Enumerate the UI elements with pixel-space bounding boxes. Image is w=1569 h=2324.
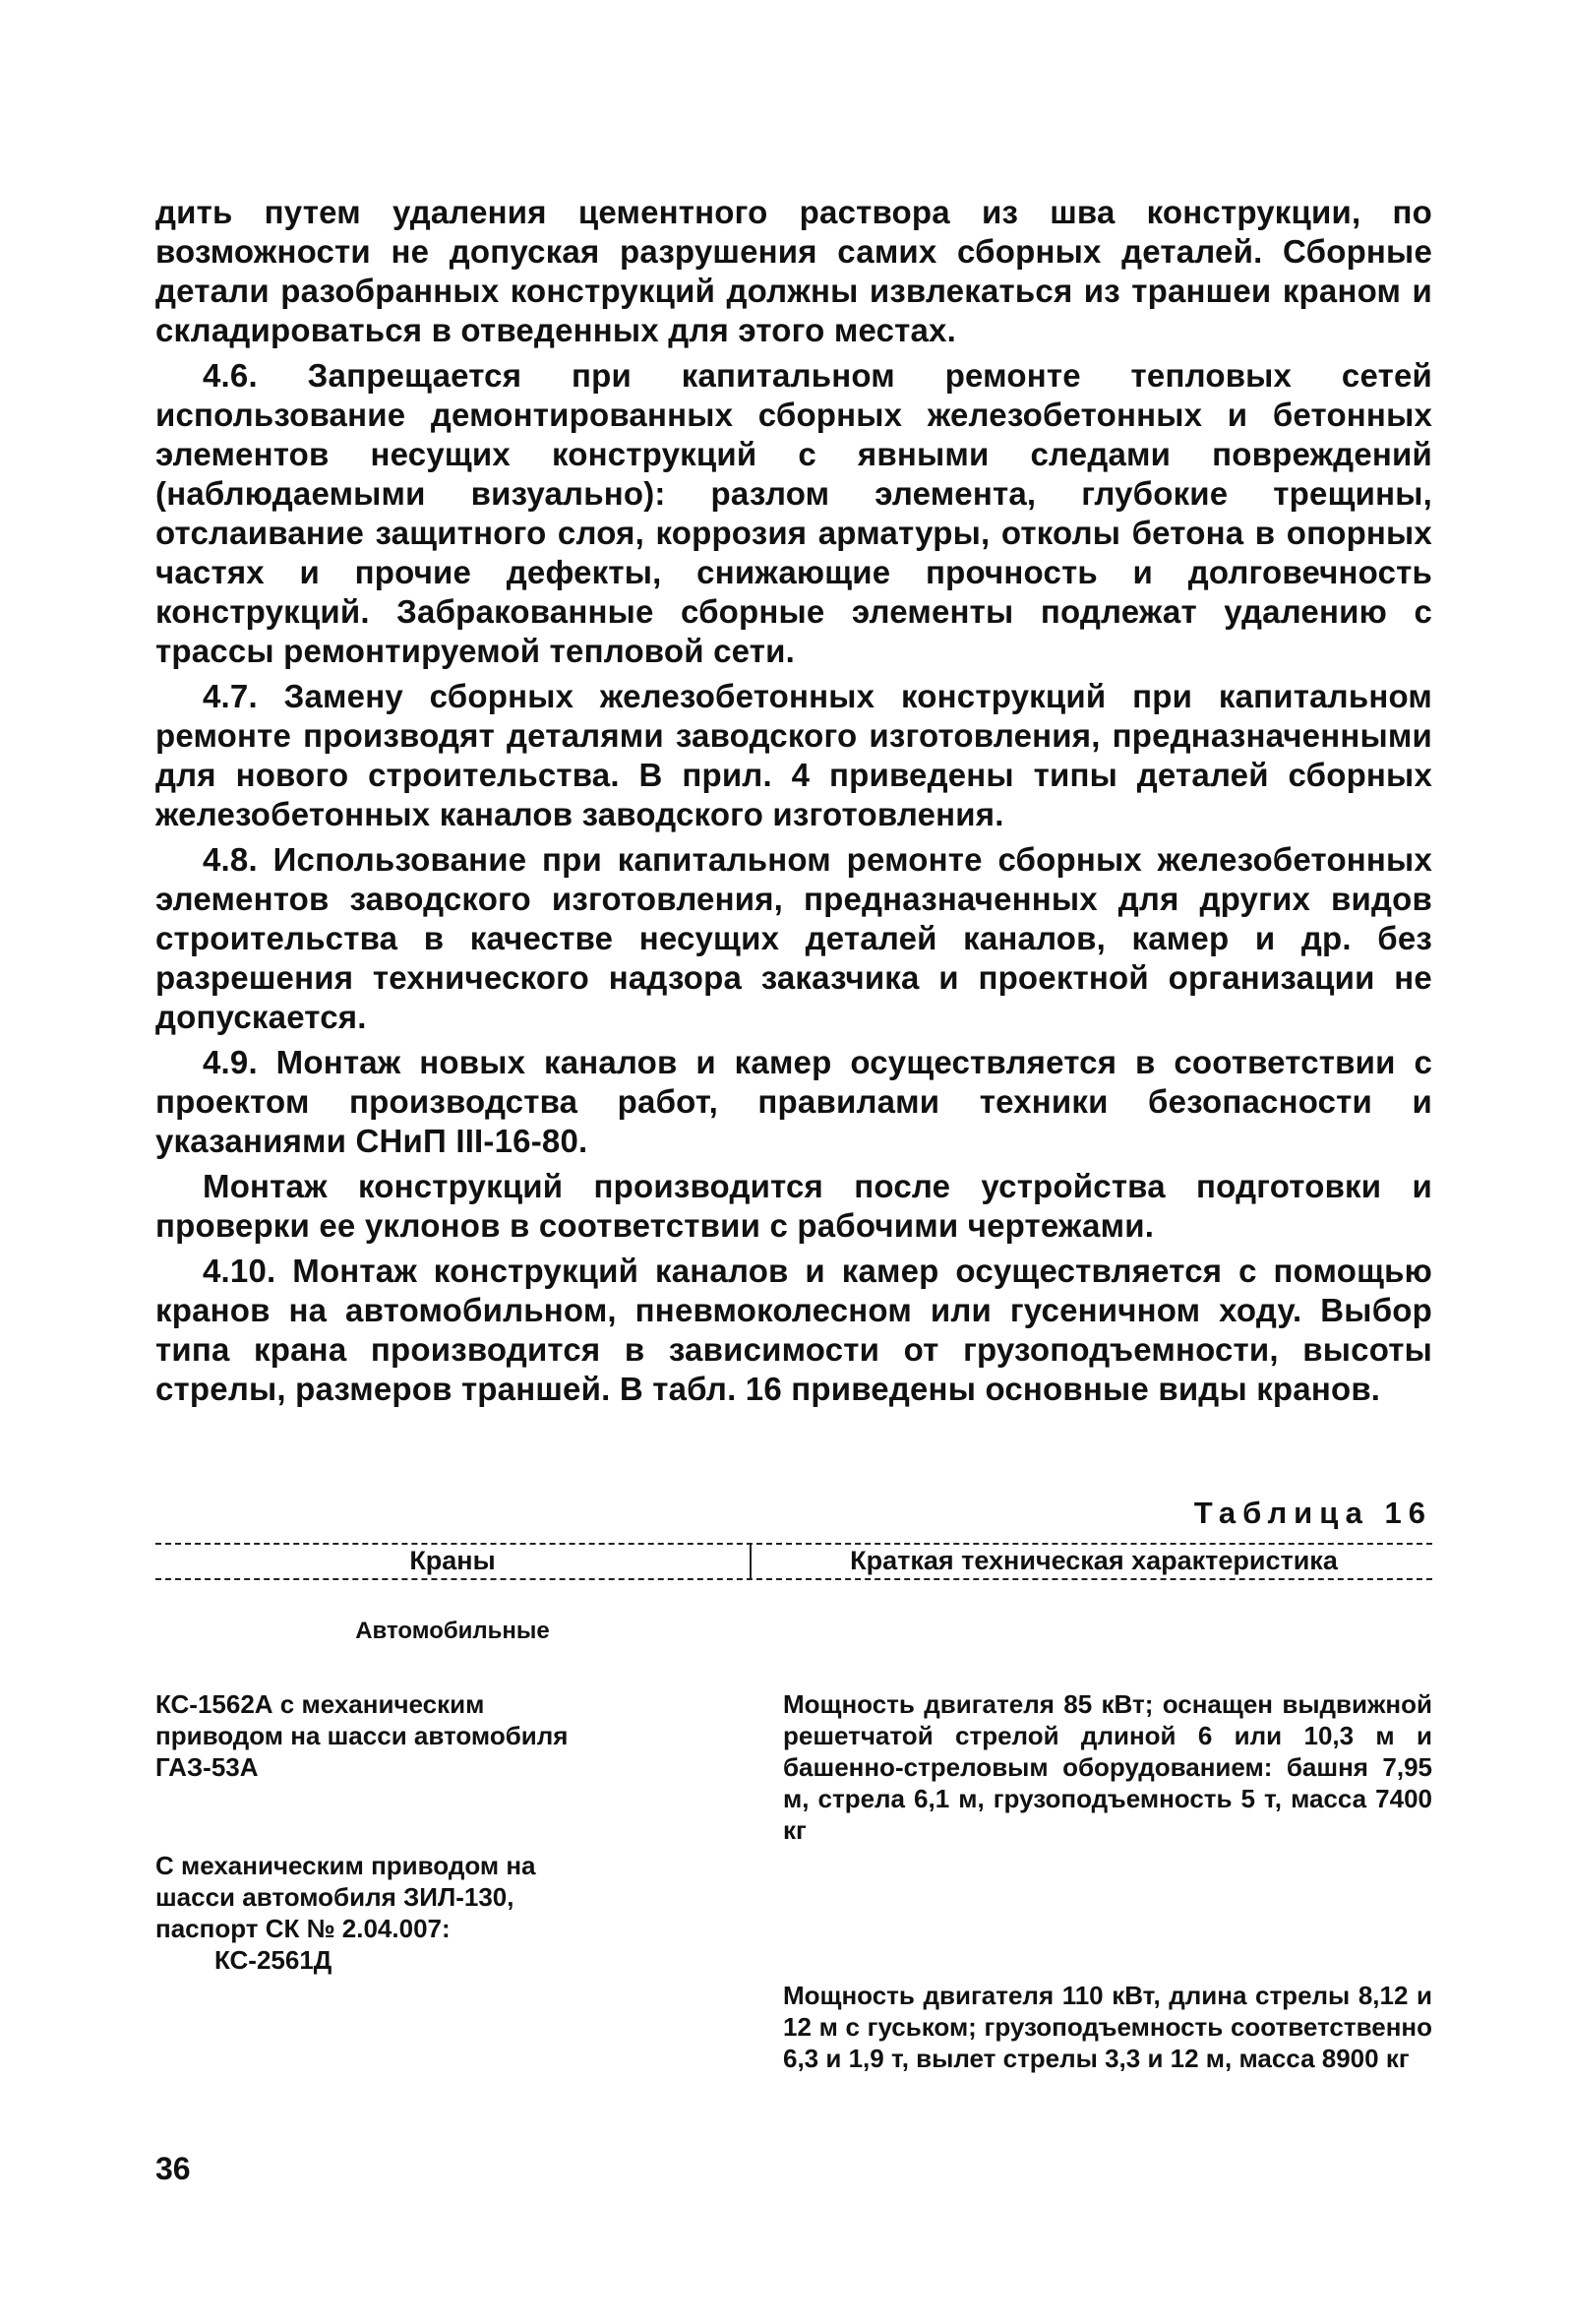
page-number: 36: [155, 2151, 191, 2186]
table-header-cranes: Краны: [409, 1546, 496, 1575]
body-text: [155, 193, 1432, 1415]
table-caption: Таблица 16: [1193, 1496, 1432, 1530]
table-header-characteristics: Краткая техническая характеристика: [850, 1546, 1338, 1575]
table-row2-crane: [155, 1850, 608, 1976]
table-row2-crane-desc: С механическим приводом на шасси автомобиля ЗИЛ-130, паспорт СК № 2.04.007:: [155, 1851, 536, 1943]
table-row2-crane-model: КС-2561Д: [214, 1945, 332, 1975]
table-header-separator: [750, 1543, 752, 1578]
paragraph-4-6: 4.6. Запрещается при капитальном ремонте тепловых сетей использование демонтированных сборных железобетонных и бетонных элементов несущих конструкций с явными следами повреждений (наблюдаемыми визуально): разлом элемента, глубокие трещины, отслаивание защитного слоя, коррозия арматуры, отколы бетона в опорных частях и прочие дефекты, снижающие прочность и долговечность конструкций. Забракованные сборные элементы подлежат удалению с трассы ремонтируемой тепловой сети.: [155, 357, 1432, 669]
table-header: [155, 1543, 1432, 1578]
paragraph-4-7: 4.7. Замену сборных железобетонных конструкций при капитальном ремонте производят деталями заводского изготовления, предназначенными для нового строительства. В прил. 4 приведены типы деталей сборных железобетонных каналов заводского изготовления.: [155, 678, 1432, 832]
table-row2-characteristics: Мощность двигателя 110 кВт, длина стрелы 8,12 и 12 м с гуськом; грузоподъемность соответственно 6,3 и 1,9 т, вылет стрелы 3,3 и 12 м, масса 8900 кг: [783, 1981, 1432, 2073]
paragraph-continuation: дить путем удаления цементного раствора из шва конструкции, по возможности не допуская разрушения самих сборных деталей. Сборные детали разобранных конструкций должны извлекаться из траншеи краном и складироваться в отведенных для этого местах.: [155, 194, 1432, 348]
table-group-title: Автомобильные: [355, 1618, 550, 1644]
paragraph-mounting: Монтаж конструкций производится после устройства подготовки и проверки ее уклонов в соответствии с рабочими чертежами.: [155, 1168, 1432, 1244]
paragraph-4-10: 4.10. Монтаж конструкций каналов и камер осуществляется с помощью кранов на автомобильном, пневмоколесном или гусеничном ходу. Выбор типа крана производится в зависимости от грузоподъемности, высоты стрелы, размеров траншей. В табл. 16 приведены основные виды кранов.: [155, 1253, 1432, 1407]
paragraph-4-9: 4.9. Монтаж новых каналов и камер осуществляется в соответствии с проектом производства работ, правилами техники безопасности и указаниями СНиП III-16-80.: [155, 1044, 1432, 1159]
paragraph-4-8: 4.8. Использование при капитальном ремонте сборных железобетонных элементов заводского изготовления, предназначенных для других видов строительства в качестве несущих деталей каналов, камер и др. без разрешения технического надзора заказчика и проектной организации не допускается.: [155, 841, 1432, 1035]
table-row1-crane: КС-1562А с механическим приводом на шасси автомобиля ГАЗ-53А: [155, 1689, 569, 1782]
table-header-rule: [155, 1578, 1432, 1580]
table-row1-characteristics: Мощность двигателя 85 кВт; оснащен выдвижной решетчатой стрелой длиной 6 или 10,3 м и башенно-стреловым оборудованием: башня 7,95 м, стрела 6,1 м, грузоподъемность 5 т, масса 7400 кг: [783, 1689, 1432, 1845]
